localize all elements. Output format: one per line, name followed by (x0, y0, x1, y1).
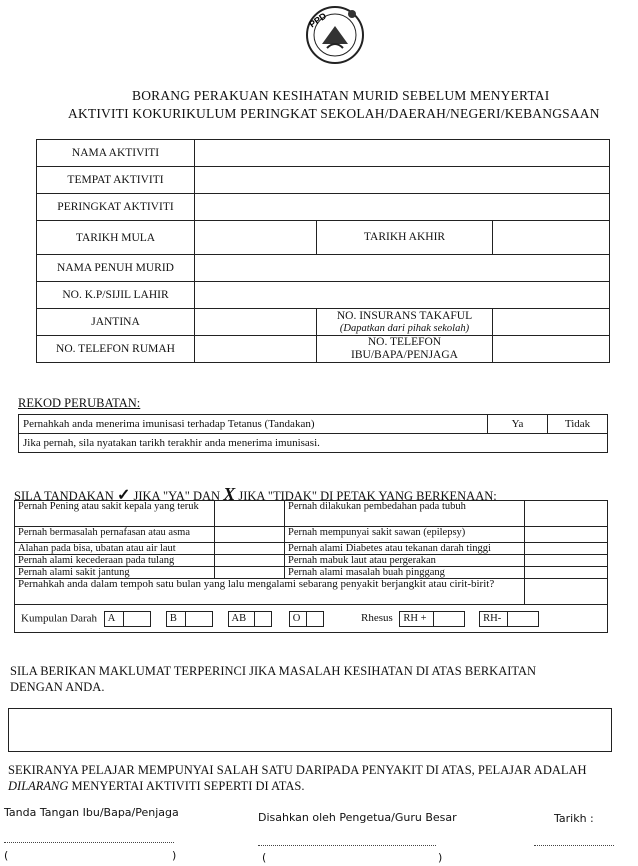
tick-icon: ✓ (116, 487, 131, 504)
condition-left-5: Pernah alami sakit jantung (15, 567, 215, 579)
condition-cirit-birit: Pernahkah anda dalam tempoh satu bulan yang lalu mengalami sebarang penyakit berjangkit atau cirit-birit? (15, 579, 525, 605)
parent-name-open: ( (4, 849, 9, 862)
date-line[interactable] (534, 845, 614, 846)
field-telefon-rumah[interactable] (195, 336, 317, 363)
label-telefon-ibu (317, 336, 493, 363)
condition-right-2-box[interactable] (525, 527, 608, 543)
blood-b[interactable]: B (166, 611, 213, 627)
warning-line1: SEKIRANYA PELAJAR MEMPUNYAI SALAH SATU DARIPADA PENYAKIT DI ATAS, PELAJAR ADALAH (8, 763, 587, 777)
label-jantina: JANTINA (37, 309, 195, 336)
field-tarikh-mula[interactable] (195, 221, 317, 255)
principal-name-open: ( (262, 851, 267, 864)
parent-signature-line[interactable] (4, 842, 174, 843)
condition-left-4: Pernah alami kecederaan pada tulang (15, 555, 215, 567)
cross-icon: X (223, 484, 236, 504)
condition-right-4-box[interactable] (525, 555, 608, 567)
rhesus-negative[interactable]: RH- (479, 611, 539, 627)
ppd-logo (300, 4, 370, 66)
condition-left-2-box[interactable] (215, 527, 285, 543)
label-nama-aktiviti: NAMA AKTIVITI (37, 140, 195, 167)
condition-left-5-box[interactable] (215, 567, 285, 579)
blood-group-row (15, 605, 608, 633)
insurans-title: NO. INSURANS TAKAFUL (336, 309, 473, 322)
field-nama-aktiviti[interactable] (195, 140, 610, 167)
field-jantina[interactable] (195, 309, 317, 336)
field-peringkat-aktiviti[interactable] (195, 194, 610, 221)
warning-line2 (8, 779, 305, 794)
label-tarikh-mula: TARIKH MULA (37, 221, 195, 255)
principal-signature-line[interactable] (258, 845, 436, 846)
label-peringkat-aktiviti: PERINGKAT AKTIVITI (37, 194, 195, 221)
form-title-line1: BORANG PERAKUAN KESIHATAN MURID SEBELUM MENYERTAI (132, 88, 550, 103)
warning-dilarang: DILARANG (8, 779, 69, 793)
parent-name-close: ) (172, 849, 177, 862)
condition-left-3-box[interactable] (215, 543, 285, 555)
instruction-part2: JIKA "YA" DAN (133, 489, 221, 503)
rhesus-label: Rhesus (360, 611, 393, 624)
condition-right-1: Pernah dilakukan pembedahan pada tubuh (285, 501, 525, 527)
condition-left-2: Pernah bermasalah pernafasan atau asma (15, 527, 215, 543)
conditions-table (14, 500, 608, 633)
label-no-kp: NO. K.P/SIJIL LAHIR (37, 282, 195, 309)
tetanus-ya[interactable]: Ya (488, 415, 548, 434)
details-heading-line1: SILA BERIKAN MAKLUMAT TERPERINCI JIKA MASALAH KESIHATAN DI ATAS BERKAITAN (10, 664, 537, 678)
condition-left-1: Pernah Pening atau sakit kepala yang teruk (15, 501, 215, 527)
instruction-part3: JIKA "TIDAK" DI PETAK YANG BERKENAAN: (238, 489, 497, 503)
blood-o[interactable]: O (289, 611, 325, 627)
vaccination-table (18, 414, 608, 453)
instruction-part1: SILA TANDAKAN (14, 489, 114, 503)
date-label: Tarikh : (554, 812, 594, 825)
tetanus-date-question[interactable]: Jika pernah, sila nyatakan tarikh terakhir anda menerima imunisasi. (19, 434, 608, 453)
condition-right-5-box[interactable] (525, 567, 608, 579)
condition-right-5: Pernah alami masalah buah pinggang (285, 567, 525, 579)
condition-right-3-box[interactable] (525, 543, 608, 555)
label-nama-penuh: NAMA PENUH MURID (37, 255, 195, 282)
blood-group-label: Kumpulan Darah (21, 611, 98, 624)
condition-left-4-box[interactable] (215, 555, 285, 567)
form-title-line2: AKTIVITI KOKURIKULUM PERINGKAT SEKOLAH/DAERAH/NEGERI/KEBANGSAAN (68, 106, 600, 121)
telefon-ibu-line2: IBU/BAPA/PENJAGA (351, 349, 458, 361)
condition-left-3: Alahan pada bisa, ubatan atau air laut (15, 543, 215, 555)
field-no-kp[interactable] (195, 282, 610, 309)
blood-a[interactable]: A (104, 611, 152, 627)
student-info-table (36, 139, 610, 363)
condition-right-1-box[interactable] (525, 501, 608, 527)
field-nama-penuh[interactable] (195, 255, 610, 282)
insurans-note: (Dapatkan dari pihak sekolah) (339, 322, 470, 334)
tetanus-tidak[interactable]: Tidak (548, 415, 608, 434)
field-insurans[interactable] (493, 309, 610, 336)
warning-line2-rest: MENYERTAI AKTIVITI SEPERTI DI ATAS. (71, 779, 305, 793)
label-tarikh-akhir: TARIKH AKHIR (317, 221, 493, 255)
condition-cirit-birit-box[interactable] (525, 579, 608, 605)
condition-right-2: Pernah mempunyai sakit sawan (epilepsy) (285, 527, 525, 543)
field-tarikh-akhir[interactable] (493, 221, 610, 255)
rhesus-positive[interactable]: RH + (399, 611, 464, 627)
label-insurans (317, 309, 493, 336)
label-telefon-rumah: NO. TELEFON RUMAH (37, 336, 195, 363)
condition-left-1-box[interactable] (215, 501, 285, 527)
principal-signature-label: Disahkan oleh Pengetua/Guru Besar (258, 811, 457, 824)
field-tempat-aktiviti[interactable] (195, 167, 610, 194)
rekod-heading: REKOD PERUBATAN: (18, 396, 141, 410)
telefon-ibu-line1: NO. TELEFON (367, 336, 442, 349)
logo-text: PPD (307, 10, 329, 30)
label-tempat-aktiviti: TEMPAT AKTIVITI (37, 167, 195, 194)
field-telefon-ibu[interactable] (493, 336, 610, 363)
details-heading-line2: DENGAN ANDA. (10, 680, 105, 694)
condition-right-4: Pernah mabuk laut atau pergerakan (285, 555, 525, 567)
tetanus-question: Pernahkah anda menerima imunisasi terhadap Tetanus (Tandakan) (19, 415, 488, 434)
blood-ab[interactable]: AB (228, 611, 273, 627)
principal-name-close: ) (438, 851, 443, 864)
health-details-input[interactable] (8, 708, 612, 752)
condition-right-3: Pernah alami Diabetes atau tekanan darah tinggi (285, 543, 525, 555)
parent-signature-label: Tanda Tangan Ibu/Bapa/Penjaga (4, 806, 179, 819)
